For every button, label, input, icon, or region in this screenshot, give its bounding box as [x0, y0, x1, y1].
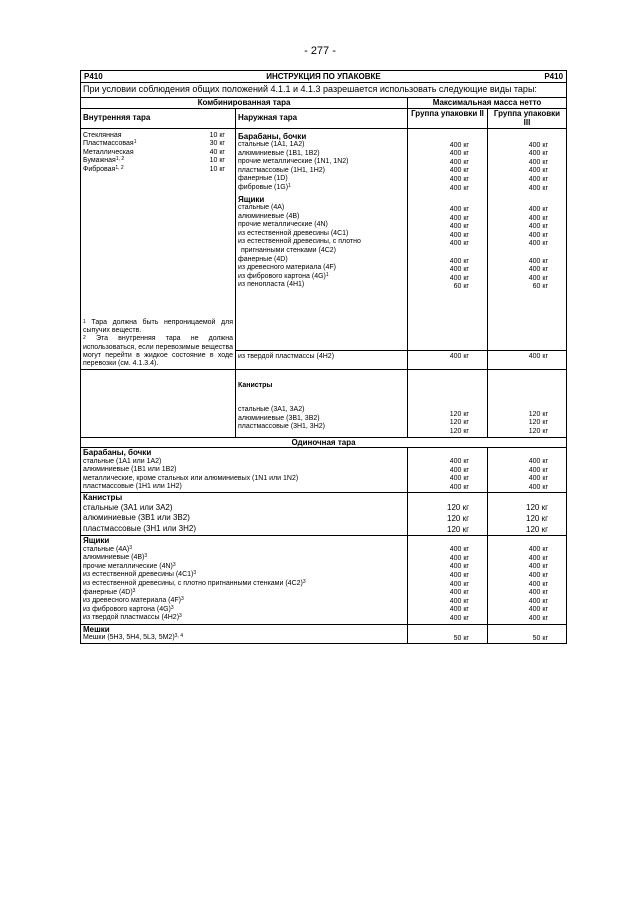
footnote-1: $^1$ Тара должна быть непроницаемой для сыпучих веществ. — [83, 318, 233, 334]
box-4h2-g3: 400 кг — [488, 351, 567, 369]
inner-packaging-list — [83, 132, 233, 175]
combined-box-g2-value: 60 кг — [453, 283, 469, 291]
instruction-header-row — [81, 71, 567, 83]
single-drum-name: металлические, кроме стальных или алюминиевых (1N1 или 1N2) — [83, 474, 299, 482]
combined-box-g2-value: 400 кг — [449, 240, 469, 248]
single-boxes-g2 — [408, 536, 488, 624]
combined-box-g2-value: 400 кг — [449, 223, 469, 231]
inner-packaging-name: Фибровая$^{1, 2}$ — [83, 164, 124, 173]
combined-box-name: фанерные (4D) — [238, 255, 288, 263]
combined-box-g2-value: 400 кг — [449, 214, 469, 222]
combined-box-g2-value: 400 кг — [449, 257, 469, 265]
single-box-g2-value: 400 кг — [449, 589, 469, 597]
single-jerrican-name: стальные (3A1 или 3A2) — [83, 502, 173, 512]
instruction-title: ИНСТРУКЦИЯ ПО УПАКОВКЕ — [266, 72, 381, 81]
single-box-g2-value: 400 кг — [449, 597, 469, 605]
inner-packaging-item — [83, 157, 233, 166]
single-box-g3-value: 400 кг — [528, 546, 549, 554]
combined-box-name: из фибрового картона $(4G)^1$ — [238, 271, 329, 280]
combined-drum-g2-value: 400 кг — [449, 158, 469, 166]
combined-box-g3-value: 400 кг — [528, 206, 549, 214]
combined-drum-name: пластмассовые (1H1, 1H2) — [238, 166, 325, 174]
combined-drum-g3-value: 400 кг — [528, 167, 549, 175]
single-box-g3-value: 400 кг — [528, 589, 549, 597]
single-box-g3-value: 400 кг — [528, 614, 549, 622]
combined-drum-g2-value: 400 кг — [449, 175, 469, 183]
combined-drum-g2-value: 400 кг — [449, 150, 469, 158]
combined-box-g3-value: 400 кг — [528, 240, 549, 248]
inner-packaging-mass: 30 кг — [209, 140, 225, 148]
inner-cell-continued — [81, 369, 236, 437]
box-4h2-name: из твердой пластмассы (4H2) — [236, 351, 408, 369]
group3-header: Группа упаковки III — [488, 108, 567, 128]
combined-drum-g3-value: 400 кг — [528, 150, 549, 158]
single-box-g2-value: 400 кг — [449, 606, 469, 614]
single-box-g2-value: 400 кг — [449, 614, 469, 622]
combined-box-g3-value: 60 кг — [532, 283, 549, 291]
combined-drum-name: фибровые $(1G)^1$ — [238, 182, 291, 191]
spacer — [490, 249, 558, 258]
single-box-g2-value: 400 кг — [449, 563, 469, 571]
single-bag-g2-value: 50 кг — [453, 634, 469, 642]
combined-jerrican-g3-value: 120 кг — [528, 419, 549, 427]
single-boxes-g3 — [488, 536, 567, 624]
combined-box-name: стальные (4A) — [238, 203, 285, 211]
footnote-2: $^2$ Эта внутренняя тара не должна использоваться, если перевозимые вещества могут перейти в жидкое состояние в ходе перевозки (см. 4.1.3.4). — [83, 335, 233, 368]
single-boxes-title: Ящики — [83, 536, 110, 546]
single-box-g3-value: 400 кг — [528, 563, 549, 571]
single-drum-name: алюминиевые (1B1 или 1B2) — [83, 466, 177, 474]
combined-jerrican-g2-value: 120 кг — [449, 410, 469, 418]
combined-g3-cell — [488, 128, 567, 351]
instruction-code-right: P410 — [544, 72, 564, 81]
combined-box-g2-value: 400 кг — [449, 231, 469, 239]
spacer — [410, 249, 479, 258]
max-mass-title: Максимальная масса нетто — [408, 98, 567, 108]
inner-packaging-name: Бумажная$^{1, 2}$ — [83, 156, 125, 165]
single-box-name: из фибрового картона $(4G)^3$ — [83, 604, 174, 613]
single-jerricans-g3 — [488, 493, 567, 536]
single-bags-title: Мешки — [83, 624, 110, 634]
group2-header: Группа упаковки II — [408, 108, 488, 128]
inner-packaging-name: Пластмассовая$^1$ — [83, 139, 137, 148]
single-drum-g2-value: 400 кг — [449, 483, 469, 491]
box-4h2-g2: 400 кг — [408, 351, 488, 369]
single-boxes-cell — [81, 536, 408, 624]
single-box-name: прочие металлические $(4N)^3$ — [83, 561, 176, 570]
single-jerrican-name: алюминиевые (3B1 или 3B2) — [83, 513, 190, 523]
outer-packaging-header: Наружная тара — [236, 108, 408, 128]
single-box-name: из древесного материала $(4F)^3$ — [83, 596, 184, 605]
inner-packaging-mass: 10 кг — [209, 131, 225, 139]
combined-box-name-continued: пригнанными стенками (4C2) — [241, 246, 337, 254]
single-jerrican-g2-value: 120 кг — [447, 503, 469, 513]
packing-instruction-table — [80, 70, 567, 644]
combined-jerrican-name: алюминиевые (3B1, 3B2) — [238, 414, 320, 422]
single-box-g3-value: 400 кг — [528, 572, 549, 580]
single-box-name: фанерные $(4D)^3$ — [83, 587, 136, 596]
single-jerrican-g3-value: 120 кг — [526, 503, 549, 513]
single-jerricans-cell — [81, 493, 408, 536]
single-drums-cell — [81, 448, 408, 493]
single-drum-g3-value: 400 кг — [528, 458, 549, 466]
single-box-g2-value: 400 кг — [449, 580, 469, 588]
combined-jerricans-g3 — [488, 369, 567, 437]
single-drum-name: стальные (1A1 или 1A2) — [83, 457, 162, 465]
combined-box-name: прочие металлические (4N) — [238, 221, 328, 229]
single-bag-g3-value: 50 кг — [532, 634, 549, 642]
combined-drum-g3-value: 400 кг — [528, 141, 549, 149]
combined-drum-name: стальные (1A1, 1A2) — [238, 140, 305, 148]
page-number: - 277 - — [304, 45, 336, 57]
combined-jerrican-name: стальные (3A1, 3A2) — [238, 406, 305, 414]
inner-packaging-item — [83, 132, 233, 141]
single-box-g3-value: 400 кг — [528, 580, 549, 588]
combined-outer-cell — [236, 128, 408, 351]
combined-drum-g2-value: 400 кг — [449, 141, 469, 149]
combined-jerricans-title: Канистры — [238, 381, 273, 389]
combined-drum-g3-value: 400 кг — [528, 184, 549, 192]
inner-packaging-item — [83, 166, 233, 175]
inner-packaging-name: Стеклянная — [83, 131, 122, 139]
single-drum-g2-value: 400 кг — [449, 466, 469, 474]
combined-drum-name: прочие металлические (1N1, 1N2) — [238, 158, 349, 166]
inner-packaging-header: Внутренняя тара — [81, 108, 236, 128]
combined-jerrican-name: пластмассовые (3H1, 3H2) — [238, 423, 325, 431]
single-drum-g2-value: 400 кг — [449, 475, 469, 483]
single-box-g3-value: 400 кг — [528, 554, 549, 562]
combined-box-g3-value: 400 кг — [528, 231, 549, 239]
single-drum-g2-value: 400 кг — [449, 458, 469, 466]
inner-packaging-mass: 10 кг — [209, 157, 225, 165]
inner-packaging-item — [83, 140, 233, 149]
combined-drum-name: алюминиевые (1B1, 1B2) — [238, 149, 320, 157]
inner-packaging-mass: 10 кг — [209, 165, 225, 173]
single-jerrican-g3-value: 120 кг — [526, 524, 549, 534]
combined-box-g2-value: 400 кг — [449, 274, 469, 282]
single-box-name: из естественной древесины $(4C1)^3$ — [83, 570, 197, 579]
single-box-g2-value: 400 кг — [449, 572, 469, 580]
single-box-name: алюминиевые $(4B)^3$ — [83, 553, 148, 562]
combined-jerrican-g2-value: 120 кг — [449, 428, 469, 436]
combined-box-g2-value: 400 кг — [449, 206, 469, 214]
single-bag-name: Мешки (5H3, 5H4, 5L3, 5M2)$^{3, 4}$ — [83, 633, 183, 642]
combined-jerrican-g3-value: 120 кг — [528, 410, 549, 418]
combined-box-g3-value: 400 кг — [528, 223, 549, 231]
combined-drum-g3-value: 400 кг — [528, 158, 549, 166]
single-packaging-title: Одиночная тара — [81, 437, 567, 447]
single-bags-g2 — [408, 624, 488, 644]
combined-jerrican-g2-value: 120 кг — [449, 419, 469, 427]
combined-box-g3-value: 400 кг — [528, 214, 549, 222]
single-jerrican-name: пластмассовые (3H1 или 3H2) — [83, 524, 197, 534]
combined-box-name: из естественной древесины, с плотно — [238, 238, 361, 246]
inner-packaging-mass: 40 кг — [209, 148, 225, 156]
combined-jerricans-cell — [236, 369, 408, 437]
combined-drum-g2-value: 400 кг — [449, 184, 469, 192]
combined-box-g3-value: 400 кг — [528, 257, 549, 265]
single-box-name: из твердой пластмассы $(4H2)^3$ — [83, 613, 182, 622]
single-box-g2-value: 400 кг — [449, 554, 469, 562]
combined-boxes-title: Ящики — [238, 194, 265, 204]
single-drum-name: пластмассовые (1H1 или 1H2) — [83, 483, 182, 491]
combined-box-g3-value: 400 кг — [528, 266, 549, 274]
combined-box-g2-value: 400 кг — [449, 266, 469, 274]
combined-drums-title: Барабаны, бочки — [238, 131, 307, 141]
single-jerricans-title: Канистры — [83, 493, 123, 503]
single-bags-g3 — [488, 624, 567, 644]
combined-box-name: из естественной древесины (4C1) — [238, 229, 349, 237]
single-drum-g3-value: 400 кг — [528, 475, 549, 483]
combined-box-g3-value: 400 кг — [528, 274, 549, 282]
combined-box-name: алюминиевые (4B) — [238, 212, 300, 220]
instruction-code-left: P410 — [84, 72, 103, 81]
single-drum-g3-value: 400 кг — [528, 466, 549, 474]
combined-box-name: из пенопласта (4H1) — [238, 281, 305, 289]
single-box-g3-value: 400 кг — [528, 597, 549, 605]
single-drums-title: Барабаны, бочки — [83, 448, 152, 458]
combined-g2-cell — [408, 128, 488, 351]
combined-packaging-title: Комбинированная тара — [81, 98, 408, 108]
single-drum-g3-value: 400 кг — [528, 483, 549, 491]
single-jerrican-g2-value: 120 кг — [447, 524, 469, 534]
combined-jerrican-g3-value: 120 кг — [528, 428, 549, 436]
single-jerrican-g3-value: 120 кг — [526, 514, 549, 524]
inner-packaging-name: Металлическая — [83, 148, 134, 156]
combined-drum-name: фанерные (1D) — [238, 175, 288, 183]
combined-jerricans-g2 — [408, 369, 488, 437]
single-box-name: из естественной древесины, с плотно пригнанными стенками $(4C2)^3$ — [83, 579, 306, 588]
single-box-g2-value: 400 кг — [449, 546, 469, 554]
intro-text: При условии соблюдения общих положений 4.1.1 и 4.1.3 разрешается использовать следующие виды тары: — [81, 83, 567, 98]
combined-box-name: из древесного материала (4F) — [238, 264, 336, 272]
single-jerricans-g2 — [408, 493, 488, 536]
single-bags-cell — [81, 624, 408, 644]
combined-drum-g2-value: 400 кг — [449, 167, 469, 175]
single-jerrican-g2-value: 120 кг — [447, 514, 469, 524]
inner-packaging-cell — [81, 128, 236, 369]
single-box-name: стальные $(4A)^3$ — [83, 544, 132, 553]
single-drums-g3 — [488, 448, 567, 493]
single-box-g3-value: 400 кг — [528, 606, 549, 614]
single-drums-g2 — [408, 448, 488, 493]
combined-drum-g3-value: 400 кг — [528, 175, 549, 183]
